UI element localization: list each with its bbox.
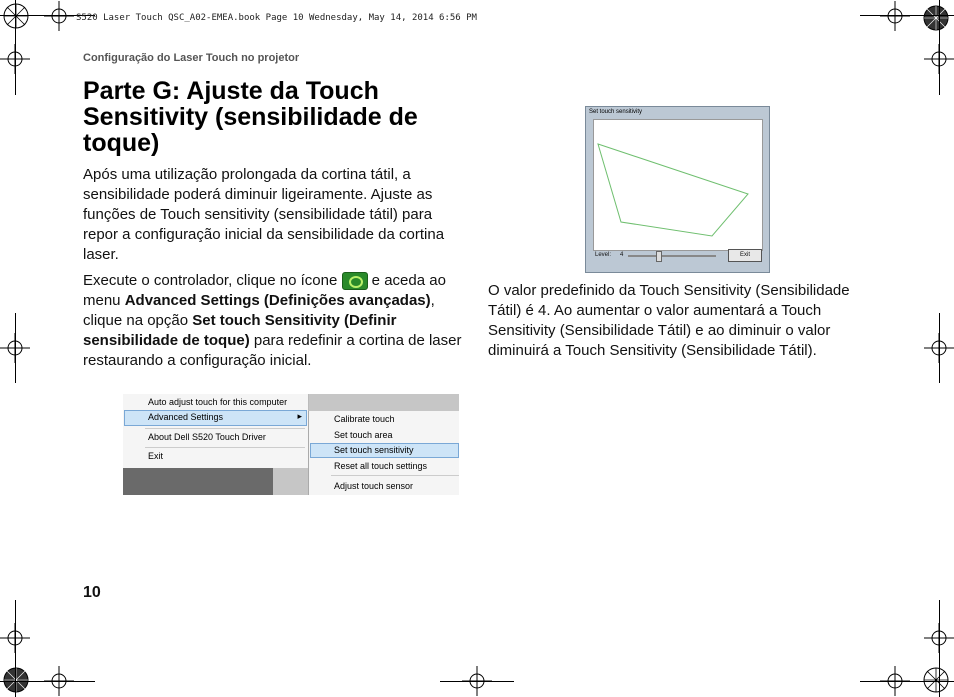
menu-item-about[interactable]: About Dell S520 Touch Driver (148, 432, 266, 442)
registration-mark-icon (921, 3, 951, 33)
submenu-item-touch-sensitivity[interactable]: Set touch sensitivity (310, 443, 459, 458)
submenu-item-reset[interactable]: Reset all touch settings (334, 461, 428, 471)
menu-separator (145, 447, 305, 448)
submenu-item-calibrate[interactable]: Calibrate touch (334, 414, 395, 424)
registration-mark-icon (921, 665, 951, 695)
crop-line (0, 681, 95, 682)
touch-driver-icon (342, 272, 368, 290)
registration-mark-icon (1, 1, 31, 31)
sensitivity-dialog (585, 106, 770, 273)
crop-line (860, 15, 954, 16)
crop-line (860, 681, 954, 682)
background-window (123, 468, 273, 495)
page-number: 10 (83, 584, 101, 601)
crosshair-mark-icon (880, 1, 910, 31)
instruction-paragraph: Execute o controlador, clique no ícone e aceda ao menu Advanced Settings (Definições avançadas), clique na opção Set touch Sensitivity (Definir sensibilidade de toque) para redefinir a cortina de laser restaurando a configuração inicial. (83, 272, 462, 369)
submenu (308, 411, 459, 495)
submenu-item-adjust-sensor[interactable]: Adjust touch sensor (334, 481, 414, 491)
exit-button[interactable]: Exit (728, 249, 762, 262)
registration-mark-icon (1, 665, 31, 695)
dialog-title: Set touch sensitivity (589, 109, 643, 115)
context-menu (123, 394, 309, 468)
default-value-paragraph: O valor predefinido da Touch Sensitivity (Sensibilidade Tátil) é 4. Ao aumentar o valor aumentará a Touch Sensitivity (Sensibilidade Tátil) e ao diminuir o valor diminuirá a Touch Sensitivity (Sensibilidade Tátil). (488, 282, 850, 359)
submenu-item-touch-area[interactable]: Set touch area (334, 430, 393, 440)
page-title: Parte G: Ajuste da Touch Sensitivity (sensibilidade de toque) (83, 77, 418, 157)
touch-area-polygon (594, 120, 762, 250)
level-label: Level: (595, 252, 612, 258)
level-value: 4 (620, 252, 624, 258)
context-menu-screenshot (123, 394, 459, 495)
slug-line: S520 Laser Touch QSC_A02-EMEA.book Page 10 Wednesday, May 14, 2014 6:56 PM (76, 13, 477, 23)
crosshair-mark-icon (44, 1, 74, 31)
crop-line (939, 600, 940, 697)
crop-line (15, 600, 16, 697)
menu-item-advanced-settings[interactable]: Advanced Settings ▸ (124, 410, 307, 426)
level-slider-thumb[interactable] (656, 251, 662, 262)
menu-item-auto-adjust[interactable]: Auto adjust touch for this computer (148, 397, 288, 407)
chevron-right-icon: ▸ (297, 411, 302, 421)
intro-paragraph: Após uma utilização prolongada da cortina tátil, a sensibilidade poderá diminuir ligeiramente. Ajuste as funções de Touch sensitivity (sensibilidade tátil) para repor a configuração inicial da sensibilidade da cortina laser. (83, 166, 445, 263)
crop-line (939, 313, 940, 383)
crop-line (440, 681, 514, 682)
menu-separator (331, 475, 459, 476)
crop-line (15, 313, 16, 383)
level-slider-track[interactable] (628, 255, 716, 257)
touch-area-canvas (593, 119, 763, 251)
menu-separator (145, 428, 305, 429)
running-header: Configuração do Laser Touch no projetor (83, 52, 300, 64)
menu-item-exit[interactable]: Exit (148, 451, 164, 461)
